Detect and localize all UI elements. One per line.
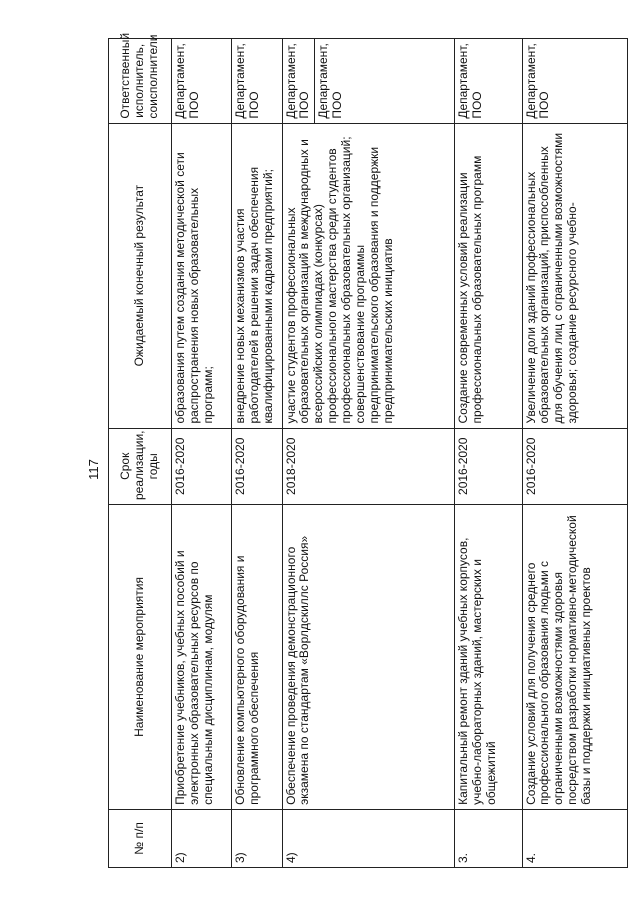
row-num: 2)	[172, 809, 232, 867]
header-result: Ожидаемый конечный результат	[109, 123, 172, 428]
row-responsible: Департамент, ПОО	[455, 39, 522, 124]
row-num: 3)	[231, 809, 282, 867]
table-row	[231, 39, 282, 868]
row-term: 2018-2020	[282, 428, 455, 504]
table-row	[455, 39, 522, 868]
header-responsible: Ответственный исполнитель, соисполнители	[109, 39, 172, 124]
row-result: участие студентов профессиональных образовательных организаций в международных и всероссийских олимпиадах (конкурсах) профессионального мастерства среди студентов профессиональных образовательных организаций; совершенствование программы предпринимательского образования и поддержки предпринимательских инициатив	[282, 123, 455, 428]
row-name: Обеспечение проведения демонстрационного экзамена по стандартам «Ворлдскиллс Россия»	[282, 505, 455, 810]
row-num: 4.	[522, 809, 627, 867]
row-term: 2016-2020	[172, 428, 232, 504]
table-row	[282, 39, 455, 868]
row-responsible: Департамент, ПОО	[231, 39, 282, 124]
row-num: 4)	[282, 809, 455, 867]
row-term: 2016-2020	[231, 428, 282, 504]
row-result: Создание современных условий реализации профессиональных образовательных программ	[455, 123, 522, 428]
row-responsible	[282, 39, 455, 124]
header-num: № п/п	[109, 809, 172, 867]
table-row	[172, 39, 232, 868]
table-header-row	[109, 39, 172, 868]
row-result: внедрение новых механизмов участия работодателей в решении задач обеспечения квалифицированными кадрами предприятий;	[231, 123, 282, 428]
row-name: Капитальный ремонт зданий учебных корпусов, учебно-лабораторных зданий, мастерских и общежитий	[455, 505, 522, 810]
row-num: 3.	[455, 809, 522, 867]
rotated-table-container	[108, 32, 628, 868]
row-name: Обновление компьютерного оборудования и программного обеспечения	[231, 505, 282, 810]
responsible-entry: Департамент, ПОО	[314, 39, 347, 123]
row-responsible: Департамент, ПОО	[522, 39, 627, 124]
row-name: Приобретение учебников, учебных пособий и электронных образовательных ресурсов по специальным дисциплинам, модулям	[172, 505, 232, 810]
row-responsible: Департамент, ПОО	[172, 39, 232, 124]
row-term: 2016-2020	[455, 428, 522, 504]
header-name: Наименование мероприятия	[109, 505, 172, 810]
page-number: 117	[85, 459, 101, 480]
responsible-entry: Департамент, ПОО	[283, 43, 312, 119]
table-row	[522, 39, 627, 868]
measures-table	[108, 32, 628, 868]
header-term: Срок реализации, годы	[109, 428, 172, 504]
row-term: 2016-2020	[522, 428, 627, 504]
row-name: Создание условий для получения среднего профессионального образования людьми с ограниченными возможностями здоровья посредством разработки нормативно-методической базы и поддержки инициативных проектов	[522, 505, 627, 810]
row-result: образования путем создания методической сети распространения новых образовательных программ;	[172, 123, 232, 428]
row-result: Увеличение доли зданий профессиональных образовательных организаций, приспособленных для обучения лиц с ограниченными возможностями здоровья; создание ресурсного учебно-	[522, 123, 627, 428]
